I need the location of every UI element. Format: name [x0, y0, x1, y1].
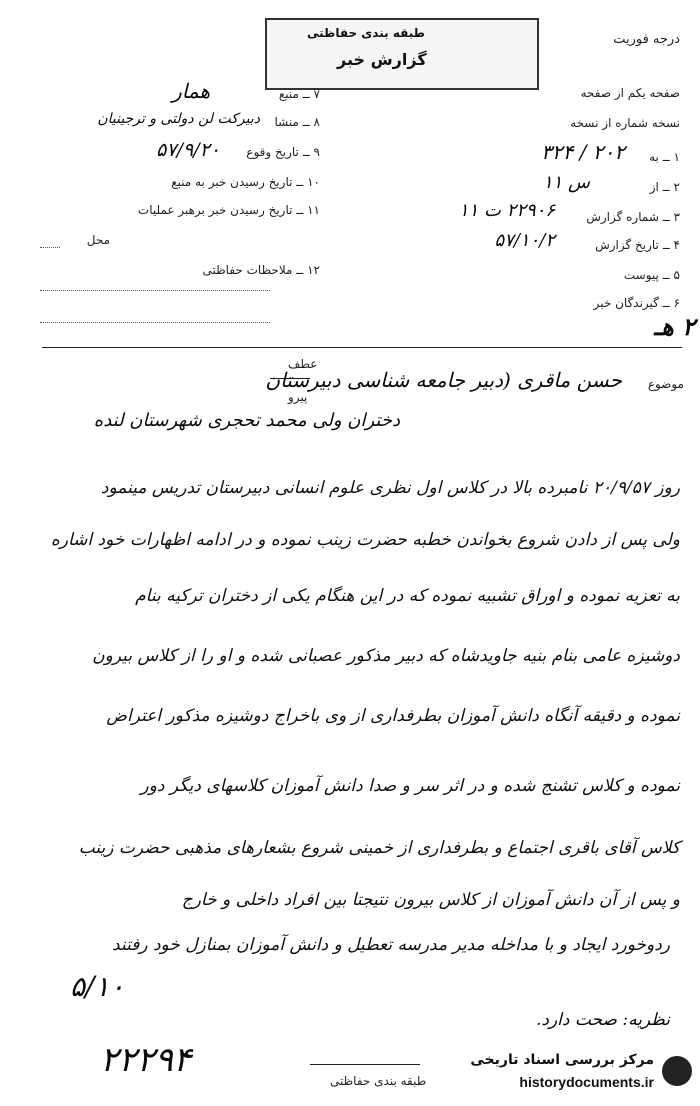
header-divider	[42, 347, 682, 348]
body-line: کلاس آقای باقری اجتماع و بطرفداری از خمینی شروع بشعارهای مذهبی حضرت زینب	[78, 838, 680, 858]
field-occurrence-date-value: ۵۷/۹/۲۰	[156, 139, 220, 161]
field-source-label: ۷ ــ منبع	[278, 87, 320, 101]
field-recipients-value: ۲ هـ	[654, 312, 695, 341]
field-source-value: همار	[172, 79, 210, 103]
left-fields	[40, 75, 320, 285]
body-line: ردوخورد ایجاد و با مداخله مدیر مدرسه تعطیل و دانش آموزان بمنازل خود رفتند	[112, 935, 670, 955]
field-received-source-label: ۱۰ ــ تاریخ رسیدن خبر به منبع	[171, 175, 320, 189]
report-body	[30, 458, 680, 928]
subject-label: موضوع	[647, 377, 684, 391]
field-report-date-value: ۵۷/۱۰/۲	[494, 230, 555, 251]
watermark-title: مرکز بررسی اسناد تاریخی	[470, 1052, 654, 1068]
atf-label: عطف	[288, 357, 318, 371]
field-recipients-label: ۶ ــ گیرندگان خبر	[593, 296, 680, 310]
body-line: و پس از آن دانش آموزان از کلاس بیرون نتیجتا بین افراد داخلی و خارج	[181, 890, 680, 910]
watermark-url: historydocuments.ir	[519, 1074, 654, 1090]
footer-line	[310, 1064, 420, 1065]
field-from-label: ۲ ــ از	[649, 180, 680, 194]
pirou-label: پیرو	[288, 390, 308, 404]
classification-bottom: طبقه بندی حفاظتی	[330, 1074, 427, 1088]
subject-line-2: دختران ولی محمد تحجری شهرستان لنده	[93, 410, 400, 431]
field-report-date-label: ۴ ــ تاریخ گزارش	[595, 238, 680, 252]
watermark	[430, 1046, 692, 1102]
closing-note: نظریه: صحت دارد.	[535, 1010, 670, 1030]
field-location-dots	[40, 247, 60, 248]
field-to-value: ۳۲۴ / ۲۰۲	[541, 140, 625, 164]
field-security-notes-label: ۱۲ ــ ملاحظات حفاظتی	[202, 263, 320, 277]
dotted-line	[40, 322, 270, 323]
copy-info: نسخه شماره از نسخه	[570, 116, 680, 130]
body-line: ولی پس از دادن شروع بخواندن خطبه حضرت زینب نموده و در ادامه اظهارات خود اشاره	[50, 530, 680, 550]
handwritten-sign: ۵/۱۰	[70, 970, 125, 1003]
dotted-line	[40, 290, 270, 291]
field-received-operations-label: ۱۱ ــ تاریخ رسیدن خبر برهبر عملیات	[137, 203, 320, 217]
urgency-degree-label: درجه فوریت	[613, 32, 680, 47]
field-origin-value: دبیرکت لن دولتی و ترجینیان	[97, 111, 260, 127]
subject-line-1: حسن ماقری (دبیر جامعه شناسی دبیرستان	[265, 368, 622, 392]
field-origin-label: ۸ ــ منشا	[274, 115, 320, 129]
right-fields	[400, 140, 695, 341]
body-line: دوشیزه عامی بنام بنیه جاویدشاه که دبیر مذکور عصبانی شده و او را از کلاس بیرون	[92, 646, 680, 666]
classification-top: طبقه بندی حفاظتی	[307, 26, 425, 40]
page-info: صفحه یکم از صفحه	[580, 86, 680, 100]
report-title: گزارش خبر	[337, 50, 427, 69]
archive-logo-icon	[662, 1056, 692, 1086]
body-line: روز ۲۰/۹/۵۷ نامبرده بالا در کلاس اول نظری علوم انسانی دبیرستان تدریس مینمود	[100, 478, 680, 498]
field-from-value: س ۱۱	[542, 172, 590, 193]
field-to-label: ۱ ــ به	[649, 150, 680, 164]
field-report-number-label: ۳ ــ شماره گزارش	[586, 210, 680, 224]
body-line: نموده و دقیقه آنگاه دانش آموزان بطرفداری از وی باخراج دوشیزه مذکور اعتراض	[106, 706, 680, 726]
field-occurrence-date-label: ۹ ــ تاریخ وقوع	[246, 145, 320, 159]
field-location-label: محل	[86, 233, 110, 247]
field-attachment-label: ۵ ــ پیوست	[623, 268, 680, 282]
field-report-number-value: ۲۲۹۰۶ ت ۱۱	[458, 200, 555, 221]
body-line: به تعزیه نموده و اوراق تشبیه نموده که در این هنگام یکی از دختران ترکیه بنام	[135, 586, 680, 606]
handwritten-number: ۲۲۲۹۴	[100, 1040, 192, 1080]
body-line: نموده و کلاس تشنج شده و در اثر سر و صدا دانش آموزان کلاسهای دیگر دور	[140, 776, 680, 796]
